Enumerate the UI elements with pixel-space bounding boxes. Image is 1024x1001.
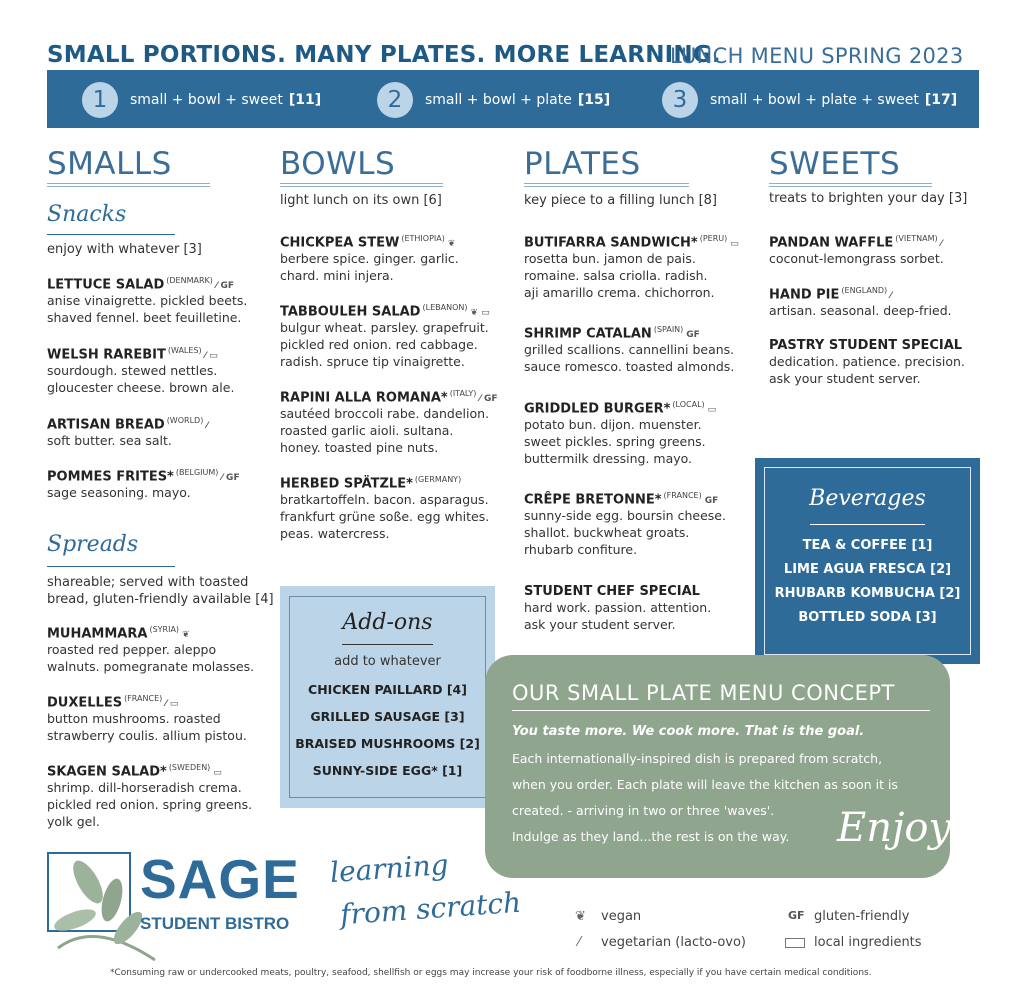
diet-tags: ⁄ GF [479, 394, 498, 405]
item-desc: walnuts. pomegranate molasses. [47, 659, 255, 675]
bowls-title: BOWLS [280, 146, 396, 182]
menu-item [769, 234, 999, 267]
item-origin: (LOCAL) [672, 400, 705, 409]
menu-item [524, 400, 754, 467]
sweets-desc: treats to brighten your day [3] [769, 191, 968, 206]
snacks-rule [47, 234, 175, 235]
combo-label: small + bowl + sweet [130, 91, 283, 108]
addon-item: SUNNY-SIDE EGG* [1] [312, 763, 463, 778]
concept-title: OUR SMALL PLATE MENU CONCEPT [512, 681, 895, 705]
menu-item [280, 234, 510, 284]
combo-price: [11] [288, 91, 322, 108]
item-name: PASTRY STUDENT SPECIAL [769, 338, 963, 353]
item-origin: (ENGLAND) [841, 286, 888, 295]
diet-tags: ▭ [707, 405, 717, 416]
diet-tags: GF [704, 496, 719, 507]
sweets-underline [769, 183, 932, 187]
menu-item [280, 303, 510, 370]
concept-line: when you order. Each plate will leave the kitchen as soon it is [512, 777, 898, 792]
legend-vegan: vegan [601, 909, 642, 924]
brand-name: SAGE [140, 848, 300, 910]
item-desc: buttermilk dressing. mayo. [524, 451, 693, 467]
item-origin: (ITALY) [449, 389, 477, 398]
item-desc: gloucester cheese. brown ale. [47, 380, 235, 396]
item-desc: sourdough. stewed nettles. [47, 363, 218, 379]
item-desc: chard. mini injera. [280, 268, 394, 284]
item-origin: (GERMANY) [414, 475, 462, 484]
item-desc: button mushrooms. roasted [47, 711, 221, 727]
menu-item [47, 694, 277, 744]
concept-line: Each internationally-inspired dish is prepared from scratch, [512, 751, 883, 766]
item-desc: romaine. salsa criolla. radish. [524, 268, 708, 284]
item-desc: sweet pickles. spring greens. [524, 434, 706, 450]
menu-item [524, 325, 754, 375]
item-desc: bratkartoffeln. bacon. asparagus. [280, 492, 489, 508]
item-origin: (BELGIUM) [175, 468, 219, 477]
combo-number: 2 [377, 82, 413, 118]
item-desc: coconut-lemongrass sorbet. [769, 251, 944, 267]
combo-price: [15] [577, 91, 611, 108]
item-desc: sunny-side egg. boursin cheese. [524, 508, 726, 524]
diet-tags: GF [686, 330, 700, 341]
menu-item [769, 338, 999, 387]
combo-2 [377, 83, 610, 116]
legend-gluten: gluten-friendly [814, 909, 910, 924]
item-desc: roasted garlic aioli. sultana. [280, 423, 454, 439]
item-origin: (SPAIN) [653, 325, 684, 334]
item-origin: (SYRIA) [149, 625, 180, 634]
concept-line: Indulge as they land...the rest is on the way. [512, 829, 790, 844]
item-desc: sage seasoning. mayo. [47, 485, 191, 501]
plates-desc: key piece to a filling lunch [8] [524, 193, 717, 208]
spreads-rule [47, 566, 175, 567]
slogan-line-1: learning [328, 847, 450, 890]
menu-title: LUNCH MENU SPRING 2023 [670, 44, 964, 68]
diet-tags: ⁄ GF [221, 473, 240, 484]
item-desc: shallot. buckwheat groats. [524, 525, 690, 541]
item-desc: bulgur wheat. parsley. grapefruit. [280, 320, 489, 336]
concept-lead: You taste more. We cook more. That is the goal. [512, 724, 865, 739]
item-desc: shaved fennel. beet feuilletine. [47, 310, 242, 326]
snacks-title: Snacks [47, 202, 127, 227]
item-name: DUXELLES [47, 695, 123, 711]
item-desc: shrimp. dill-horseradish crema. [47, 780, 242, 796]
addons-rule [342, 644, 433, 645]
item-desc: honey. toasted pine nuts. [280, 440, 439, 456]
combo-label: small + bowl + plate + sweet [710, 91, 919, 108]
concept-rule [512, 710, 930, 711]
combo-number: 3 [662, 82, 698, 118]
item-name: ARTISAN BREAD [47, 417, 165, 433]
item-origin: (FRANCE) [124, 694, 163, 703]
diet-tags: ⁄ ▭ [165, 699, 179, 710]
item-desc: strawberry coulis. allium pistou. [47, 728, 247, 744]
item-desc: potato bun. dijon. muenster. [524, 417, 702, 433]
item-name: SHRIMP CATALAN [524, 326, 652, 342]
menu-item [47, 276, 277, 326]
item-origin: (WALES) [167, 346, 202, 355]
beverages-rule [810, 524, 925, 525]
beverage-item: RHUBARB KOMBUCHA [2] [774, 586, 961, 601]
item-origin: (FRANCE) [663, 491, 702, 500]
spreads-desc [47, 574, 274, 608]
item-desc: berbere spice. ginger. garlic. [280, 251, 459, 267]
concept-box [485, 655, 950, 878]
vegetarian-icon: ⁄ [578, 935, 581, 950]
diet-tags: ⁄ [940, 239, 943, 250]
tagline: SMALL PORTIONS. MANY PLATES. MORE LEARNING. [47, 42, 721, 68]
combo-1 [82, 83, 321, 116]
item-desc: ask your student server. [524, 617, 676, 632]
beverage-item: LIME AGUA FRESCA [2] [783, 562, 952, 577]
addons-box [280, 586, 495, 808]
item-origin: (VIETNAM) [895, 234, 938, 243]
slogan-line-2: from scratch [339, 885, 523, 932]
item-name: MUHAMMARA [47, 626, 148, 642]
item-name: WELSH RAREBIT [47, 347, 166, 363]
bowls-desc: light lunch on its own [6] [280, 193, 442, 208]
item-name: PANDAN WAFFLE [769, 235, 894, 251]
item-desc: hard work. passion. attention. [524, 600, 712, 615]
item-name: RAPINI ALLA ROMANA* [280, 390, 448, 406]
item-desc: artisan. seasonal. deep-fried. [769, 303, 952, 319]
item-desc: grilled scallions. cannellini beans. [524, 342, 735, 358]
item-name: TABBOULEH SALAD [280, 304, 421, 320]
item-desc: pickled red onion. red cabbage. [280, 337, 478, 353]
diet-tags: ⁄ [206, 421, 208, 432]
combo-3 [662, 83, 957, 116]
diet-tags: ❦ ▭ [470, 308, 490, 319]
menu-item [47, 468, 277, 501]
item-desc: anise vinaigrette. pickled beets. [47, 293, 248, 309]
item-desc: radish. spruce tip vinaigrette. [280, 354, 465, 370]
item-name: GRIDDLED BURGER* [524, 401, 671, 417]
item-name: STUDENT CHEF SPECIAL [524, 584, 700, 599]
menu-item [280, 475, 510, 542]
diet-tags: ⁄ ▭ [204, 351, 218, 362]
beverage-item: BOTTLED SODA [3] [798, 610, 937, 625]
menu-item [524, 491, 754, 558]
addon-item: BRAISED MUSHROOMS [2] [295, 736, 480, 751]
snacks-desc: enjoy with whatever [3] [47, 242, 202, 257]
gluten-free-icon: GF [788, 909, 805, 922]
disclaimer: *Consuming raw or undercooked meats, poultry, seafood, shellfish or eggs may increase your risk of foodborne illness, especially if you have certain medical conditions. [110, 968, 872, 978]
smalls-title: SMALLS [47, 146, 172, 182]
spreads-title: Spreads [47, 532, 139, 557]
menu-item [280, 389, 510, 456]
combo-label: small + bowl + plate [425, 91, 572, 108]
item-origin: (LEBANON) [422, 303, 468, 312]
item-origin: (DENMARK) [166, 276, 213, 285]
beverages-box [755, 458, 980, 664]
item-origin: (WORLD) [166, 416, 204, 425]
item-desc: frankfurt grüne soße. egg whites. [280, 509, 490, 525]
addons-title: Add-ons [342, 610, 433, 635]
menu-item [47, 346, 277, 396]
sweets-title: SWEETS [769, 146, 901, 182]
diet-tags: ⁄ GF [215, 281, 235, 292]
plates-underline [524, 183, 689, 187]
diet-tags: ▭ [213, 768, 222, 779]
addon-item: CHICKEN PAILLARD [4] [308, 682, 467, 697]
item-name: HAND PIE [769, 287, 840, 303]
item-desc: sauce romesco. toasted almonds. [524, 359, 735, 375]
bowls-underline [280, 183, 443, 187]
menu-item [47, 416, 277, 449]
item-desc: dedication. patience. precision. [769, 354, 965, 369]
plates-title: PLATES [524, 146, 641, 182]
item-desc: rosetta bun. jamon de pais. [524, 251, 696, 267]
item-name: CRÊPE BRETONNE* [524, 492, 662, 508]
menu-item [524, 234, 754, 301]
diet-tags: ❦ [447, 239, 456, 250]
diet-tags: ⁄ [890, 291, 892, 302]
diet-tags: ▭ [730, 239, 739, 250]
item-desc: yolk gel. [47, 814, 100, 830]
item-name: POMMES FRITES* [47, 469, 174, 485]
spreads-desc-line: shareable; served with toasted [47, 575, 249, 590]
item-name: LETTUCE SALAD [47, 277, 165, 293]
item-desc: soft butter. sea salt. [47, 433, 172, 449]
item-desc: ask your student server. [769, 371, 921, 386]
legend-vegetarian: vegetarian (lacto-ovo) [601, 935, 746, 950]
item-desc: rhubarb confiture. [524, 542, 638, 558]
item-origin: (SWEDEN) [168, 763, 211, 772]
addon-item: GRILLED SAUSAGE [3] [310, 709, 465, 724]
item-desc: peas. watercress. [280, 526, 390, 542]
menu-item [769, 286, 999, 319]
menu-item [47, 625, 277, 675]
beverage-item: TEA & COFFEE [1] [802, 538, 933, 553]
combo-number: 1 [82, 82, 118, 118]
menu-item [47, 763, 277, 830]
menu-item [524, 584, 754, 633]
concept-line: created. - arriving in two or three 'waves'. [512, 803, 775, 818]
spreads-desc-line: bread, gluten-friendly available [4] [47, 592, 274, 607]
item-desc: pickled red onion. spring greens. [47, 797, 253, 813]
item-origin: (PERU) [699, 234, 728, 243]
legend-local: local ingredients [814, 935, 922, 950]
diet-tags: ❦ [182, 630, 190, 641]
item-name: BUTIFARRA SANDWICH* [524, 235, 698, 251]
brand-sub: STUDENT BISTRO [140, 914, 290, 933]
item-desc: sautéed broccoli rabe. dandelion. [280, 406, 490, 422]
local-icon [785, 938, 805, 948]
item-name: HERBED SPÄTZLE* [280, 476, 413, 492]
vegan-icon: ❦ [575, 909, 586, 924]
beverages-title: Beverages [809, 486, 926, 511]
item-desc: aji amarillo crema. chichorron. [524, 285, 715, 301]
item-origin: (ETHIOPIA) [401, 234, 445, 243]
combo-price: [17] [924, 91, 958, 108]
addons-desc: add to whatever [334, 654, 441, 669]
item-desc: roasted red pepper. aleppo [47, 642, 217, 658]
item-name: SKAGEN SALAD* [47, 764, 167, 780]
item-name: CHICKPEA STEW [280, 235, 400, 251]
enjoy-script: Enjoy [837, 805, 952, 851]
smalls-underline [47, 183, 210, 187]
